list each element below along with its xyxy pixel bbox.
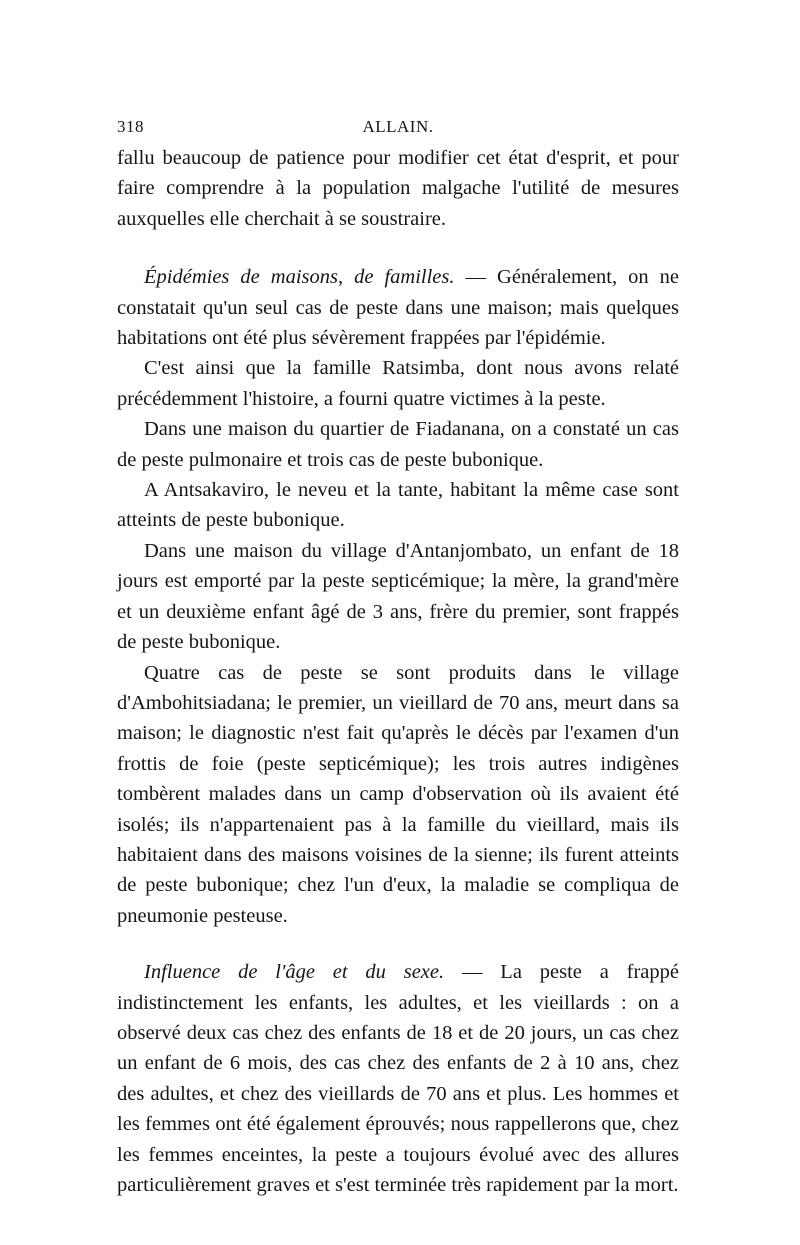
- section-rubric: Épidémies de maisons, de familles.: [144, 266, 455, 289]
- paragraph-continuation: [117, 143, 679, 234]
- paragraph: [117, 536, 679, 658]
- running-head: 318 ALLAIN.: [117, 117, 679, 137]
- section-influence-age-sexe: [117, 957, 679, 1200]
- section-rubric: Influence de l'âge et du sexe.: [144, 961, 445, 984]
- paragraph-text: C'est ainsi que la famille Ratsimba, dont nous avons relaté précédemment l'histoire, a fourni quatre victimes à la peste.: [117, 357, 679, 410]
- book-page: [117, 117, 679, 1200]
- paragraph: [117, 658, 679, 932]
- running-title: ALLAIN.: [362, 117, 434, 136]
- body-text: [117, 143, 679, 1200]
- paragraph-text: — La peste a frappé indistinctement les enfants, les adultes, et les vieillards : on a observé deux cas chez des enfants de 18 et de 20 jours, un cas chez un enfant de 6 mois, des cas chez des enfants de 2 à 10 ans, chez des adultes, et chez des vieillards de 70 ans et plus. Les hommes et les femmes ont été également éprouvés; nous rappellerons que, chez les femmes enceintes, la peste a toujours évolué avec des allures particulièrement graves et s'est terminée très rapidement par la mort.: [117, 961, 679, 1196]
- paragraph-text: Dans une maison du quartier de Fiadanana, on a constaté un cas de peste pulmonaire et trois cas de peste bubonique.: [117, 418, 679, 471]
- paragraph-text: fallu beaucoup de patience pour modifier cet état d'esprit, et pour faire comprendre à la population malgache l'utilité de mesures auxquelles elle cherchait à se soustraire.: [117, 147, 679, 230]
- paragraph-text: Quatre cas de peste se sont produits dans le village d'Ambohitsiadana; le premier, un vieillard de 70 ans, meurt dans sa maison; le diagnostic n'est fait qu'après le décès par l'examen d'un frottis de foie (peste septicémique); les trois autres indigènes tombèrent malades dans un camp d'observation où ils avaient été isolés; ils n'appartenaient pas à la famille du vieillard, mais ils habitaient dans des maisons voisines de la sienne; ils furent atteints de peste bubonique; chez l'un d'eux, la maladie se compliqua de pneumonie pesteuse.: [117, 661, 679, 927]
- paragraph: [117, 353, 679, 414]
- paragraph-text: Dans une maison du village d'Antanjombato, un enfant de 18 jours est emporté par la peste septicémique; la mère, la grand'mère et un deuxième enfant âgé de 3 ans, frère du premier, sont frappés de peste bubonique.: [117, 539, 679, 654]
- paragraph-text: A Antsakaviro, le neveu et la tante, habitant la même case sont atteints de peste bubonique.: [117, 479, 679, 532]
- paragraph-text: — Généralement, on ne constatait qu'un seul cas de peste dans une maison; mais quelques habitations ont été plus sévèrement frappées par l'épidémie.: [117, 266, 679, 350]
- paragraph: [117, 414, 679, 475]
- section-epidemies-de-maisons: [117, 262, 679, 353]
- paragraph: [117, 475, 679, 536]
